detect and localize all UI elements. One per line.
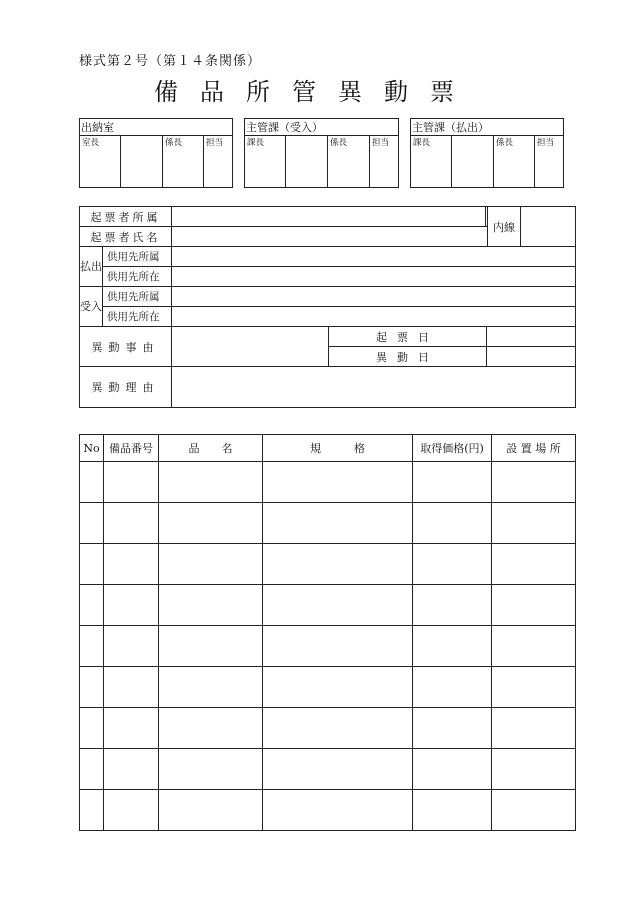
table-cell[interactable] (159, 626, 263, 667)
stamp-cell-staff[interactable]: 担当 (204, 136, 233, 188)
stamp-cell-staff[interactable]: 担当 (535, 136, 564, 188)
table-cell[interactable] (263, 462, 413, 503)
table-cell[interactable] (159, 585, 263, 626)
table-cell[interactable] (159, 708, 263, 749)
table-cell[interactable] (492, 503, 576, 544)
table-cell[interactable] (492, 708, 576, 749)
issue-date-field[interactable] (487, 327, 576, 347)
items-body (80, 462, 576, 831)
table-cell[interactable] (492, 749, 576, 790)
table-cell[interactable] (413, 790, 492, 831)
table-cell[interactable] (492, 462, 576, 503)
transfer-date-label: 異動日 (329, 347, 487, 367)
table-cell[interactable] (80, 462, 104, 503)
table-row (80, 749, 576, 790)
table-cell[interactable] (492, 790, 576, 831)
table-cell[interactable] (104, 503, 159, 544)
table-cell[interactable] (159, 667, 263, 708)
payout-group-label: 払出 (80, 247, 103, 287)
table-cell[interactable] (80, 626, 104, 667)
table-row (80, 708, 576, 749)
table-row (80, 462, 576, 503)
table-cell[interactable] (263, 626, 413, 667)
receive-user-dept-label: 供用先所属 (103, 287, 172, 307)
table-row (80, 585, 576, 626)
column-header-spec: 規 格 (263, 435, 413, 462)
stamp-cell-section-chief[interactable]: 係長 (494, 136, 535, 188)
payout-user-location-label: 供用先所在 (103, 267, 172, 287)
table-cell[interactable] (80, 667, 104, 708)
table-cell[interactable] (263, 585, 413, 626)
table-cell[interactable] (80, 749, 104, 790)
table-cell[interactable] (159, 544, 263, 585)
issuer-name-field[interactable] (172, 227, 488, 247)
table-cell[interactable] (263, 708, 413, 749)
table-cell[interactable] (263, 790, 413, 831)
issuer-dept-field[interactable] (172, 207, 486, 227)
approval-box-receiving (244, 118, 399, 188)
approval-box-treasury (79, 118, 233, 188)
table-cell[interactable] (263, 667, 413, 708)
payout-user-location-field[interactable] (172, 267, 576, 287)
items-table (79, 434, 576, 831)
table-cell[interactable] (492, 667, 576, 708)
stamp-cell-chief[interactable]: 課長 (245, 136, 286, 188)
table-cell[interactable] (104, 790, 159, 831)
stamp-cell-blank[interactable] (121, 136, 163, 188)
table-cell[interactable] (80, 503, 104, 544)
table-cell[interactable] (413, 749, 492, 790)
issuer-dept-label: 起票者所属 (80, 207, 172, 227)
table-cell[interactable] (492, 544, 576, 585)
issuer-name-label: 起票者氏名 (80, 227, 172, 247)
payout-user-dept-label: 供用先所属 (103, 247, 172, 267)
transfer-date-field[interactable] (487, 347, 576, 367)
table-cell[interactable] (413, 462, 492, 503)
table-cell[interactable] (413, 585, 492, 626)
table-row (80, 544, 576, 585)
table-cell[interactable] (159, 503, 263, 544)
column-header-location: 設 置 場 所 (492, 435, 576, 462)
transfer-reason-label: 異動理由 (80, 367, 172, 408)
table-cell[interactable] (80, 544, 104, 585)
form-number: 様式第２号（第１４条関係） (79, 54, 262, 69)
table-cell[interactable] (159, 790, 263, 831)
approval-box-label: 主管課（払出） (411, 119, 564, 136)
table-row (80, 503, 576, 544)
column-header-item-name: 品 名 (159, 435, 263, 462)
table-cell[interactable] (413, 708, 492, 749)
approval-box-label: 出納室 (80, 119, 233, 136)
table-row (80, 626, 576, 667)
table-cell[interactable] (80, 708, 104, 749)
receive-user-location-field[interactable] (172, 307, 576, 327)
table-cell[interactable] (263, 544, 413, 585)
table-cell[interactable] (104, 749, 159, 790)
receive-group-label: 受入 (80, 287, 103, 327)
table-cell[interactable] (263, 749, 413, 790)
table-cell[interactable] (104, 626, 159, 667)
stamp-cell-section-chief[interactable]: 係長 (328, 136, 370, 188)
column-header-price: 取得価格(円) (413, 435, 492, 462)
table-cell[interactable] (104, 667, 159, 708)
stamp-cell-chief[interactable]: 課長 (411, 136, 452, 188)
table-cell[interactable] (413, 544, 492, 585)
receive-user-dept-field[interactable] (172, 287, 576, 307)
table-cell[interactable] (492, 626, 576, 667)
transfer-reason-field[interactable] (172, 367, 576, 408)
table-cell[interactable] (104, 544, 159, 585)
column-header-asset-number: 備品番号 (104, 435, 159, 462)
stamp-cell-blank[interactable] (286, 136, 328, 188)
receive-user-location-label: 供用先所在 (103, 307, 172, 327)
table-cell[interactable] (263, 503, 413, 544)
table-cell[interactable] (413, 503, 492, 544)
table-cell[interactable] (413, 626, 492, 667)
table-row (80, 790, 576, 831)
transfer-info-table (79, 206, 576, 408)
stamp-cell-section-chief[interactable]: 係長 (163, 136, 204, 188)
table-cell[interactable] (413, 667, 492, 708)
transfer-matter-label: 異動事由 (80, 327, 172, 367)
stamp-cell-blank[interactable] (452, 136, 494, 188)
issue-date-label: 起票日 (329, 327, 487, 347)
table-row (80, 667, 576, 708)
column-header-no: No (80, 435, 104, 462)
table-cell[interactable] (80, 790, 104, 831)
payout-user-dept-field[interactable] (172, 247, 576, 267)
approval-box-payout (410, 118, 564, 188)
table-cell[interactable] (159, 462, 263, 503)
stamp-cell-chief[interactable]: 室長 (80, 136, 121, 188)
table-cell[interactable] (80, 585, 104, 626)
table-cell[interactable] (159, 749, 263, 790)
items-header-row (80, 435, 576, 462)
approval-box-label: 主管課（受入） (245, 119, 399, 136)
table-cell[interactable] (492, 585, 576, 626)
transfer-matter-field[interactable] (172, 327, 329, 367)
table-cell[interactable] (104, 462, 159, 503)
stamp-cell-staff[interactable]: 担当 (370, 136, 399, 188)
table-cell[interactable] (104, 585, 159, 626)
extension-field[interactable] (521, 207, 576, 247)
document-title: 備品所管異動票 (154, 78, 476, 106)
table-cell[interactable] (104, 708, 159, 749)
extension-label: 内線 (488, 207, 521, 247)
